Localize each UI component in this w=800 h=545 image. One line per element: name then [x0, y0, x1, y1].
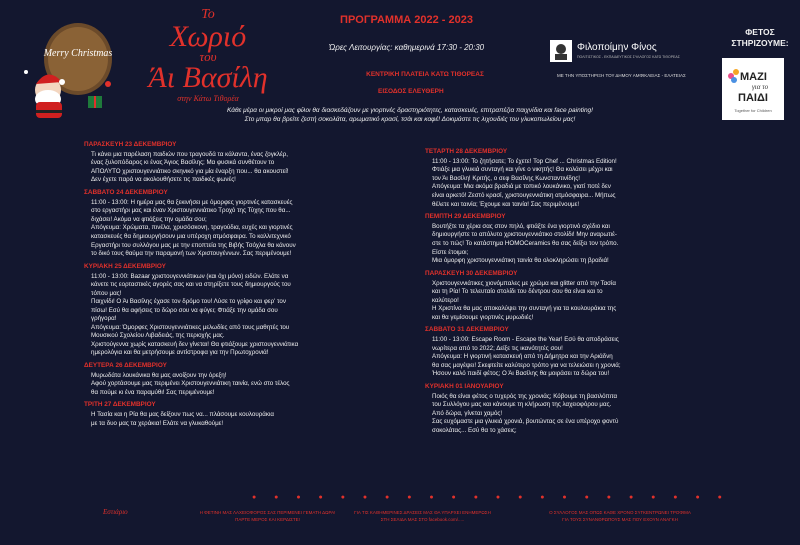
footer-food-drive: [525, 509, 715, 523]
day-section: [84, 141, 380, 185]
day-description-line: με τα δυο μας τα χεράκια! Ελάτε να γλυκαθούμε!: [91, 419, 224, 427]
day-description-line: Είστε έτοιμοι;: [432, 248, 469, 256]
day-description-line: θα σας μαγέψει! Σκεφτείτε καλύτερο τρόπο για να τελειώσει η χρονιά;: [432, 361, 621, 369]
day-section: [84, 189, 380, 259]
day-description-line: διχάσει! Ακόμα να φτιάξεις την ομάδα σου;: [91, 215, 207, 223]
program-left-column: [84, 141, 380, 432]
day-section: [425, 383, 690, 436]
day-description-line: είναι αρκετό! Ζεστό κρασί, χριστουγεννιάτικη ατμόσφαιρα... Μήπως: [432, 192, 616, 200]
day-heading: ΠΕΜΠΤΗ 29 ΔΕΚΕΜΒΡΙΟΥ: [425, 213, 506, 221]
day-description-line: ΑΠΟΛΥΤΟ χριστουγεννιάτικο σκηνικό για μία έναρξη που... θα ακουστεί!: [91, 167, 289, 175]
day-description-line: τον Άι Βασίλη! Κριτής, ο σεφ Βασίλης Κωνσταντινίδης!: [432, 174, 580, 182]
day-description-line: Απόγευμα: Χρώματα, πινέλα, χρυσόσκονη, τραγούδια, ευχές και γιορτινές: [91, 224, 293, 232]
municipality-support: ΜΕ ΤΗΝ ΥΠΟΣΤΗΡΙΞΗ ΤΟΥ ΔΗΜΟΥ ΑΜΦΙΚΛΕΙΑΣ - ΕΛΑΤΕΙΑΣ: [557, 73, 686, 78]
day-description-line: κατασκευές θα δημιουργήσουν μια υπέροχη ατμόσφαιρα. Το καλλιτεχνικό: [91, 233, 291, 241]
supporting-heading: ΦΕΤΟΣ ΣΤΗΡΙΖΟΥΜΕ:: [731, 27, 789, 48]
day-description-line: Απόγευμα: Μια ακόμα βραδιά με τοπικό λουκάνικο, γιατί ποτέ δεν: [432, 183, 611, 191]
day-description-line: νωρίτερα από το 2022; Δείξε τις ικανότητές σου!: [432, 344, 563, 352]
day-description-line: Η Χριστίνα θα μας αποκαλύψει την συνταγή για τα κουλουράκια της: [432, 305, 617, 313]
day-description-line: 11:00 - 13:00: Bazaar χριστουγεννιάτικων (και όχι μόνο) ειδών. Ελάτε να: [91, 272, 289, 280]
day-description-line: Ποιός θα είναι φέτος ο τυχερός της χρονιάς; Κόβουμε τη βασιλόπιτα: [432, 392, 618, 400]
day-heading: ΣΑΒΒΑΤΟ 31 ΔΕΚΕΜΒΡΙΟΥ: [425, 326, 509, 334]
day-section: [84, 362, 380, 397]
footer-sponsor-logo: Εστιάριο: [103, 508, 128, 516]
day-description-line: Απόγευμα: Η γιορτινή κατασκευή από τη Δήμητρα και την Αριάδνη: [432, 353, 613, 361]
day-description-line: θα πούμε κι ένα παραμύθι! Σας περιμένουμε!: [91, 388, 215, 396]
day-heading: ΤΡΙΤΗ 27 ΔΕΚΕΜΒΡΙΟΥ: [84, 401, 156, 409]
day-description-line: 11:00 - 13:00: Escape Room - Escape the Year! Εσύ θα αποδράσεις: [432, 336, 619, 344]
footer-lottery: [180, 509, 355, 523]
day-section: [425, 213, 690, 266]
day-description-line: Μυρωδάτα λουκάνικα θα μας ανοίξουν την όρεξη!: [91, 371, 227, 379]
day-description-line: Εργαστήρι του συλλόγου μας με την εποπτεία της Βιβής Τσόχλα θα κάνουν: [91, 241, 296, 249]
day-section: [425, 270, 690, 323]
footer-text: Ο ΣΥΛΛΟΓΟΣ ΜΑΣ ΟΠΩΣ ΚΑΘΕ ΧΡΟΝΟ ΣΥΓΚΕΝΤΡΩΝΕΙ ΤΡΟΦΙΜΑ: [549, 510, 691, 515]
intro-line: Κάθε μέρα οι μικροί μας φίλοι θα διασκεδάζουν με γιορτινές δραστηριότητες, κατασκευές, επιτραπέζια παιχνίδια και face painting!: [227, 107, 593, 114]
santa-sign: Merry Christmas: [43, 48, 113, 59]
day-description-line: Δεν έχετε παρά να ακολουθήσετε τις παιδικές φωνές!: [91, 176, 236, 184]
day-description-line: Ήσουν καλό παιδί φέτος; Ο Άι Βασίλης θα μοιράσει τα δώρα του!: [432, 370, 610, 378]
program-right-column: [425, 148, 690, 439]
footer-text: ΓΙΑ ΤΟΥΣ ΣΥΝΑΝΘΡΩΠΟΥΣ ΜΑΣ ΠΟΥ ΕΧΟΥΝ ΑΝΑΓΚΗ: [562, 517, 678, 523]
organizer-emblem-icon: [550, 40, 572, 62]
footer-text: ΣΤΗ ΣΕΛΙΔΑ ΜΑΣ ΣΤΟ facebook.com/.....: [380, 517, 465, 523]
day-heading: ΚΥΡΙΑΚΗ 01 ΙΑΝΟΥΑΡΙΟΥ: [425, 382, 504, 390]
day-description-line: Μουσικού Σχολείου Λιβαδειάς, της περιοχής μας.: [91, 332, 225, 340]
day-description-line: στε το πώς! Το κατάστημα HOMOCeramics θα σας δείξει τον τρόπο.: [432, 240, 619, 248]
logo-line-4: Άι Βασίλη: [148, 61, 268, 94]
day-heading: ΠΑΡΑΣΚΕΥΗ 23 ΔΕΚΕΜΒΡΙΟΥ: [84, 141, 177, 148]
mazi-line-3: ΠΑΙΔΙ: [738, 92, 768, 104]
day-section: [425, 326, 690, 379]
day-description-line: Φτιάξε μια γλυκιά συνταγή και γίνε ο νικητής! Θα κολάσει μέχρι και: [432, 166, 613, 174]
mazi-line-4: Together for Children: [734, 108, 772, 113]
day-description-line: Από δώρα, γίνεται χαμός!: [432, 409, 503, 417]
day-description-line: θέλετε και ταινία; Έχουμε και ταινία! Σας περιμένουμε!: [432, 200, 580, 208]
mazi-gia-to-paidi-logo: [722, 58, 784, 120]
day-description-line: Σας ευχόμαστε μια γλυκιά χρονιά, βουτώντας σε ένα υπέροχο φοντύ: [432, 418, 619, 426]
day-description-line: Τι κάνει μια παρέλαση παιδιών που τραγουδά τα κάλαντα, ένας ζογκλέρ,: [91, 150, 288, 158]
day-description-line: τόπου μας!: [91, 289, 122, 297]
logo-line-2: Χωριό: [169, 20, 247, 53]
footer-text: Η ΦΕΤΙΝΗ ΜΑΣ ΛΑΧΕΙΟΦΟΡΟΣ ΣΑΣ ΠΕΡΙΜΕΝΕΙ ΓΕΜΑΤΗ ΔΩΡΑ!: [199, 510, 336, 515]
mazi-line-2: για το: [752, 83, 769, 91]
day-description-line: δημιουργήστε το απόλυτο χριστουγεννιάτικο στολίδι! Μην αναρωτιέ-: [432, 231, 617, 239]
day-description-line: 11:00 - 13:00: Η ημέρα μας θα ξεκινήσει με όμορφες γιορτινές κατασκευές: [91, 198, 293, 206]
event-location: ΚΕΝΤΡΙΚΗ ΠΛΑΤΕΙΑ ΚΑΤΩ ΤΙΘΟΡΕΑΣ: [366, 71, 484, 78]
footer-text: ΓΙΑ ΤΙΣ ΚΑΘΗΜΕΡΙΝΕΣ ΔΡΑΣΕΙΣ ΜΑΣ ΘΑ ΥΠΑΡΧΕΙ ΕΝΗΜΕΡΩΣΗ: [354, 510, 491, 515]
day-description-line: Βουτήξτε τα χέρια σας στον πηλό, φτιάξτε ένα γιορτινό σχέδιο και: [432, 222, 610, 230]
day-description-line: και θα γεμίσουμε γιορτινές μυρωδιές!: [432, 313, 534, 321]
day-heading: ΚΥΡΙΑΚΗ 25 ΔΕΚΕΜΒΡΙΟΥ: [84, 262, 166, 270]
day-heading: ΠΑΡΑΣΚΕΥΗ 30 ΔΕΚΕΜΒΡΙΟΥ: [425, 269, 518, 277]
program-title: ΠΡΟΓΡΑΜΜΑ 2022 - 2023: [340, 14, 473, 26]
day-description-line: Παιχνίδι! Ο Άι Βασίλης έχασε τον δρόμο του! Λύσε το γρίφο και φερ' τον: [91, 298, 286, 306]
day-description-line: Αφού χορτάσουμε μας περιμένει Χριστουγεννιάτικη ταινία, ενώ στο τέλος: [91, 380, 290, 388]
intro-text: [110, 106, 710, 125]
opening-hours: Ώρες Λειτουργίας: καθημερινά 17:30 - 20:30: [329, 43, 485, 52]
logo-line-1: Το: [201, 7, 215, 22]
footer-updates: [335, 509, 510, 523]
day-description-line: Μια όμορφη χριστουγεννιάτικη ταινία θα ολοκληρώσει τη βραδιά!: [432, 257, 609, 265]
day-description-line: πίσω! Εσύ θα αφήσεις το δώρο σου να φύγει; Φτιάξε την ομάδα σου: [91, 306, 278, 314]
day-description-line: Χριστουγεννιάτικες χιονόμπαλες με χρώμα και glitter από την Τασία: [432, 279, 616, 287]
day-description-line: του Συλλόγου μας και κάνουμε τη κλήρωση της λαχειοφόρου μας.: [432, 401, 612, 409]
day-section: [84, 263, 380, 358]
village-logo: [118, 8, 298, 103]
day-description-line: ημερολόγια και θα μετρήσουμε αντίστροφα για την Πρωτοχρονιά!: [91, 349, 269, 357]
organizer-tagline: ΠΟΛΙΤΙΣΤΙΚΟΣ - ΕΚΠΑΙΔΕΥΤΙΚΟΣ ΣΥΛΛΟΓΟΣ ΚΑΤΩ ΤΙΘΟΡΕΑΣ: [577, 55, 680, 59]
day-description-line: Χριστούγεννα χωρίς κατασκευή δεν γίνεται! Θα φτιάξουμε χριστουγεννιάτικα: [91, 340, 299, 348]
day-description-line: σοκολάτας... Εσύ θα το χάσεις;: [432, 426, 517, 434]
day-description-line: ένας ξυλοπόδαρος κι ένας Άγιος Βασίλης; Μα φυσικά συνθέτουν το: [91, 159, 275, 167]
santa-illustration: [18, 14, 120, 124]
day-heading: ΤΕΤΑΡΤΗ 28 ΔΕΚΕΜΒΡΙΟΥ: [425, 148, 508, 155]
organizer-logo: [550, 40, 678, 64]
day-description-line: καλύτερο!: [432, 296, 459, 304]
footer-text: ΠΑΡΤΕ ΜΕΡΟΣ ΚΑΙ ΚΕΡΔΙΣΤΕ!: [235, 517, 300, 523]
day-description-line: και τη Ρία! Το τελευταίο στολίδι του δέντρου σου θα είναι και το: [432, 288, 603, 296]
day-heading: ΔΕΥΤΕΡΑ 26 ΔΕΚΕΜΒΡΙΟΥ: [84, 361, 167, 369]
day-description-line: γρήγορα!: [91, 315, 117, 323]
day-description-line: Η Τασία και η Ρία θα μας δείξουν πως να... πλάσουμε κουλουράκια: [91, 411, 274, 419]
logo-line-3: του: [199, 49, 217, 64]
day-description-line: στο εργαστήρι μας και έναν Χριστουγεννιάτικο Τροχό της Τύχης που θα...: [91, 207, 291, 215]
day-description-line: κάνετε τις εορταστικές αγορές σας και να στηρίξετε τους δημιουργούς του: [91, 281, 291, 289]
intro-line: Στο μπαρ θα βρείτε ζεστή σοκολάτα, αρωματικό κρασί, τσάι και καφέ! Δοκιμάστε τις λιχουδιές του γλυκοπωλείου μας!: [244, 116, 576, 124]
day-section: [84, 401, 380, 428]
organizer-name: Φιλοποίμην Φίνος: [577, 42, 657, 53]
mazi-line-1: ΜΑΖΙ: [740, 71, 767, 83]
day-heading: ΣΑΒΒΑΤΟ 24 ΔΕΚΕΜΒΡΙΟΥ: [84, 189, 168, 197]
day-description-line: 11:00 - 13:00: Το ζητήσατε; Το έχετε! Top Chef ... Christmas Edition!: [432, 157, 617, 165]
day-description-line: Απόγευμα: Όμορφες Χριστουγεννιάτικες μελωδίες από τους μαθητές του: [91, 323, 290, 331]
day-section: [425, 148, 690, 209]
day-description-line: το δικό τους θαύμα την παραμονή των Χριστουγέννων. Σας περιμένουμε!: [91, 250, 292, 258]
footer-dots: ● ● ● ● ● ● ● ● ● ● ● ● ● ● ● ● ● ● ● ● ● ●: [252, 494, 730, 501]
logo-subtitle: στην Κάτω Τιθορέα: [177, 94, 239, 103]
free-entry: ΕΙΣΟΔΟΣ ΕΛΕΥΘΕΡΗ: [378, 88, 444, 95]
